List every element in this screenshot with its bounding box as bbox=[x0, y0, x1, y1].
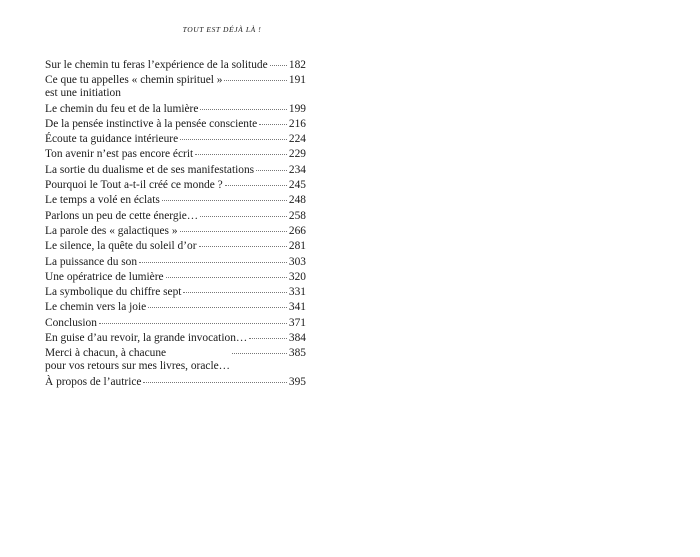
toc-entry-page: 245 bbox=[288, 179, 306, 192]
toc-entry bbox=[45, 317, 306, 330]
toc-entry-title: La parole des « galactiques » bbox=[45, 224, 178, 237]
toc-entry-title: Merci à chacun, à chacune pour vos retours sur mes livres, oracle… bbox=[45, 347, 231, 373]
toc-entry-title: Une opératrice de lumière bbox=[45, 270, 164, 283]
dot-leader bbox=[200, 109, 287, 110]
toc-entry-title: Ce que tu appelles « chemin spirituel » est une initiation bbox=[45, 74, 223, 100]
toc-entry-title: Sur le chemin tu feras l’expérience de la solitude bbox=[45, 59, 268, 71]
dot-leader bbox=[148, 307, 287, 308]
toc-entry-page: 216 bbox=[288, 117, 306, 130]
dot-leader bbox=[270, 65, 287, 66]
toc-entry-page: 248 bbox=[288, 194, 306, 207]
toc-entry-page: 385 bbox=[288, 347, 306, 360]
toc-entry-page: 224 bbox=[288, 133, 306, 146]
dot-leader bbox=[225, 185, 287, 186]
toc-entry bbox=[45, 256, 306, 269]
toc-entry-page: 341 bbox=[288, 301, 306, 314]
toc-entry-title: Le silence, la quête du soleil d’or bbox=[45, 240, 197, 253]
toc-entry-page: 266 bbox=[288, 224, 306, 237]
toc-entry bbox=[45, 103, 306, 116]
running-head: TOUT EST DÉJÀ LÀ ! bbox=[182, 25, 262, 34]
toc-entry bbox=[45, 118, 306, 131]
dot-leader bbox=[143, 382, 286, 383]
toc-entry bbox=[45, 347, 306, 373]
toc-entry bbox=[45, 286, 306, 299]
toc-entry-page: 234 bbox=[288, 163, 306, 176]
toc-entry-title: Écoute ta guidance intérieure bbox=[45, 133, 179, 146]
dot-leader bbox=[200, 216, 287, 217]
dot-leader bbox=[162, 200, 287, 201]
toc-entry bbox=[45, 133, 306, 146]
toc-entry-title: En guise d’au revoir, la grande invocation… bbox=[45, 332, 248, 345]
dot-leader bbox=[195, 154, 287, 155]
toc-entry bbox=[45, 194, 306, 207]
dot-leader bbox=[183, 292, 286, 293]
toc-entry bbox=[45, 74, 306, 100]
toc-entry bbox=[45, 164, 306, 177]
toc-entry-title: Parlons un peu de cette énergie… bbox=[45, 209, 199, 222]
dot-leader bbox=[180, 231, 287, 232]
dot-leader bbox=[199, 246, 287, 247]
toc-entry bbox=[45, 240, 306, 253]
toc-entry-title: De la pensée instinctive à la pensée consciente bbox=[45, 117, 258, 130]
toc-entry bbox=[45, 59, 306, 72]
toc-entry bbox=[45, 225, 306, 238]
table-of-contents bbox=[45, 59, 306, 391]
toc-entry bbox=[45, 301, 306, 314]
toc-entry-title: La sortie du dualisme et de ses manifestations bbox=[45, 163, 255, 176]
toc-entry-title: Pourquoi le Tout a-t-il créé ce monde ? bbox=[45, 179, 223, 192]
toc-entry-page: 371 bbox=[288, 316, 306, 329]
toc-entry-page: 395 bbox=[288, 375, 306, 388]
dot-leader bbox=[256, 170, 287, 171]
toc-entry bbox=[45, 271, 306, 284]
toc-entry-page: 331 bbox=[288, 286, 306, 299]
toc-entry bbox=[45, 148, 306, 161]
toc-entry-page: 384 bbox=[288, 332, 306, 345]
toc-entry-page: 281 bbox=[288, 240, 306, 253]
dot-leader bbox=[166, 277, 287, 278]
toc-entry-title: Ton avenir n’est pas encore écrit bbox=[45, 148, 194, 161]
dot-leader bbox=[180, 139, 287, 140]
dot-leader bbox=[139, 262, 287, 263]
toc-entry-page: 191 bbox=[288, 74, 306, 87]
dot-leader bbox=[99, 323, 287, 324]
toc-entry bbox=[45, 179, 306, 192]
toc-entry-title: La puissance du son bbox=[45, 255, 138, 268]
toc-entry-title: La symbolique du chiffre sept bbox=[45, 286, 182, 299]
dot-leader bbox=[232, 353, 287, 354]
toc-entry-page: 199 bbox=[288, 102, 306, 115]
toc-entry bbox=[45, 332, 306, 345]
toc-entry bbox=[45, 210, 306, 223]
dot-leader bbox=[249, 338, 287, 339]
toc-entry-page: 320 bbox=[288, 270, 306, 283]
toc-entry-page: 182 bbox=[288, 59, 306, 71]
toc-entry-page: 229 bbox=[288, 148, 306, 161]
toc-entry-title: À propos de l’autrice bbox=[45, 375, 142, 388]
toc-entry-title: Le chemin vers la joie bbox=[45, 301, 147, 314]
dot-leader bbox=[259, 124, 287, 125]
toc-entry-page: 303 bbox=[288, 255, 306, 268]
toc-entry bbox=[45, 376, 306, 389]
toc-entry-page: 258 bbox=[288, 209, 306, 222]
toc-entry-title: Le temps a volé en éclats bbox=[45, 194, 160, 207]
dot-leader bbox=[224, 80, 286, 81]
toc-entry-title: Conclusion bbox=[45, 316, 97, 329]
toc-entry-title: Le chemin du feu et de la lumière bbox=[45, 102, 199, 115]
